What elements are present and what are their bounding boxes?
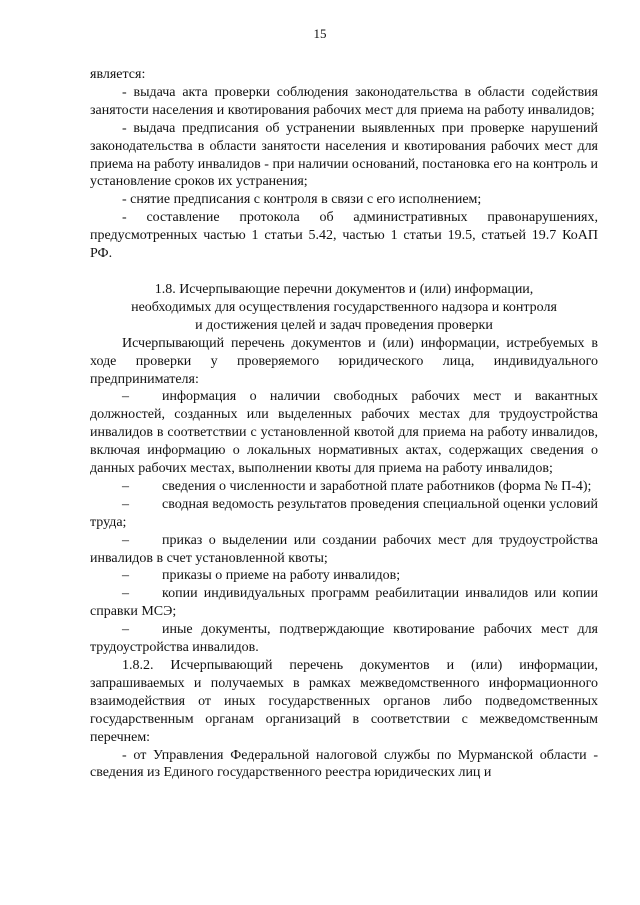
list-item: [90, 478, 598, 496]
dash-marker: –: [122, 496, 129, 512]
section-heading-line: и достижения целей и задач проведения проверки: [195, 317, 493, 333]
intro-item-order: - выдача предписания об устранении выявленных при проверке нарушений законодательства в области занятости населения и квотирования рабочих мест для приема на работу инвалидов - при наличии оснований, постановка его на контроль и установление сроков их устранения;: [90, 120, 598, 190]
intro-item-protocol: - составление протокола об административных правонарушениях, предусмотренных частью 1 статьи 5.42, частью 1 статьи 19.5, статьей 19.7 КоАП РФ.: [90, 210, 598, 262]
dash-marker: –: [122, 568, 129, 584]
list-item: [90, 621, 598, 657]
list-item-text: копии индивидуальных программ реабилитации инвалидов или копии справки МСЭ;: [90, 586, 598, 620]
list-item: - от Управления Федеральной налоговой службы по Мурманской области - сведения из Единого государственного реестра юридических лиц и: [90, 747, 598, 781]
list-item-text: сводная ведомость результатов проведения специальной оценки условий труда;: [90, 496, 598, 530]
list-item: [90, 496, 598, 532]
list-item-text: сведения о численности и заработной плате работников (форма № П-4);: [162, 478, 592, 494]
section-heading-line: необходимых для осуществления государственного надзора и контроля: [131, 299, 557, 315]
section-heading-line: 1.8. Исчерпывающие перечни документов и (или) информации,: [154, 281, 534, 297]
dash-marker: –: [122, 389, 129, 405]
dash-marker: –: [122, 532, 129, 548]
dash-marker: –: [122, 586, 129, 602]
list-item-text: информация о наличии свободных рабочих мест и вакантных должностей, созданных или выделенных рабочих местах для трудоустройства инвалидов в соответствии с установленной квотой для приема на работу инвалидов, включая информацию о локальных нормативных актах, содержащих сведения о данных рабочих местах, выполнении квоты для приема на работу инвалидов;: [90, 389, 598, 477]
dash-marker: –: [122, 622, 129, 638]
intro-lead: является:: [90, 67, 146, 82]
list-item: [90, 567, 598, 585]
section-paragraph-interagency: 1.8.2. Исчерпывающий перечень документов и (или) информации, запрашиваемых и получаемых в рамках межведомственного информационного взаимодействия от иных государственных органов либо подведомственных государственным органам организаций в соответствии с межведомственным перечнем:: [90, 658, 598, 745]
intro-item-act: - выдача акта проверки соблюдения законодательства в области содействия занятости населения и квотирования рабочих мест для приема на работу инвалидов;: [90, 84, 598, 118]
list-item: [90, 388, 598, 478]
list-item-text: приказ о выделении или создании рабочих мест для трудоустройства инвалидов в счет установленной квоты;: [90, 532, 598, 566]
intro-item-removal: - снятие предписания с контроля в связи с его исполнением;: [122, 192, 482, 208]
page-number: 15: [313, 26, 327, 41]
section-heading: [90, 281, 598, 335]
section-paragraph-requested: Исчерпывающий перечень документов и (или) информации, истребуемых в ходе проверки у проверяемого юридического лица, индивидуального предпринимателя:: [90, 335, 598, 387]
list-item: [90, 532, 598, 568]
page-body: [90, 66, 598, 782]
list-item: [90, 585, 598, 621]
list-item-text: иные документы, подтверждающие квотирование рабочих мест для трудоустройства инвалидов.: [90, 622, 598, 656]
list-item-text: приказы о приеме на работу инвалидов;: [162, 568, 401, 584]
dash-marker: –: [122, 478, 129, 494]
